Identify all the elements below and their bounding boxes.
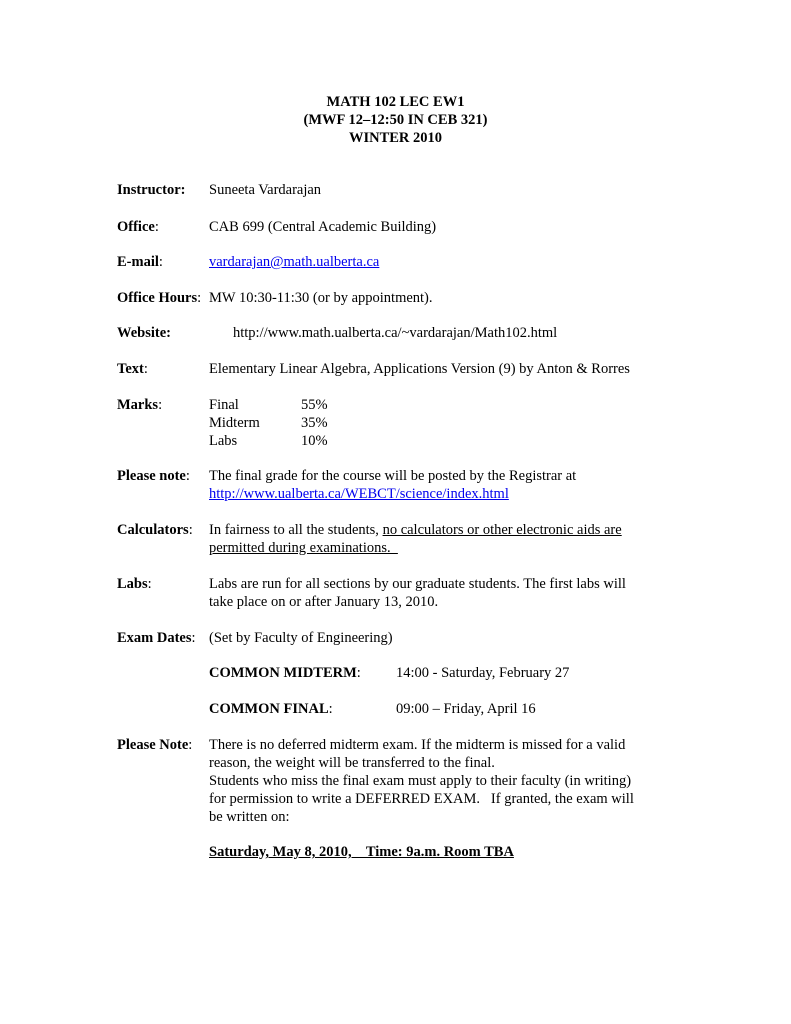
course-schedule: (MWF 12–12:50 IN CEB 321) [303, 112, 488, 128]
calculators-label-group [117, 521, 193, 539]
office-hours-colon: : [197, 290, 202, 306]
office-hours-value: MW 10:30-11:30 (or by appointment). [209, 290, 433, 306]
course-code: MATH 102 LEC EW1 [326, 94, 465, 110]
registrar-link[interactable]: http://www.ualberta.ca/WEBCT/science/index.html [209, 486, 509, 502]
office-hours-label: Office Hours [117, 290, 198, 306]
please-note-label: Please note [117, 468, 186, 484]
please-note-colon: : [185, 468, 190, 484]
common-midterm-value: 14:00 - Saturday, February 27 [396, 665, 570, 681]
labs-label: Labs [117, 576, 148, 592]
email-label: E-mail [117, 254, 159, 270]
labs-line2: take place on or after January 13, 2010. [209, 594, 439, 610]
website-label: Website: [117, 325, 171, 341]
labs-label-group [117, 575, 152, 593]
email-colon: : [158, 254, 163, 270]
marks-final-percent: 55% [301, 397, 328, 413]
common-final-label-group [209, 700, 333, 718]
marks-label-group [117, 396, 162, 414]
email-link[interactable]: vardarajan@math.ualberta.ca [209, 254, 380, 270]
labs-colon: : [147, 576, 152, 592]
instructor-value: Suneeta Vardarajan [209, 182, 322, 198]
email-label-group [117, 253, 163, 271]
deferred-note-line2: reason, the weight will be transferred to the final. [209, 755, 495, 771]
textbook-value: Elementary Linear Algebra, Applications Version (9) by Anton & Rorres [209, 361, 630, 377]
deferred-note-line5: be written on: [209, 809, 290, 825]
calculators-policy-underlined: no calculators or other electronic aids are [382, 522, 622, 538]
marks-midterm-name: Midterm [209, 415, 260, 431]
deferred-note-line4: for permission to write a DEFERRED EXAM. If granted, the exam will [209, 791, 634, 807]
course-term: WINTER 2010 [348, 130, 443, 146]
course-header [0, 93, 791, 147]
grade-posting-text: The final grade for the course will be posted by the Registrar at [209, 468, 577, 484]
office-colon: : [154, 219, 159, 235]
exam-dates-value: (Set by Faculty of Engineering) [209, 630, 393, 646]
instructor-label: Instructor: [117, 182, 186, 198]
office-hours-label-group [117, 289, 201, 307]
common-midterm-label: COMMON MIDTERM [209, 665, 357, 681]
marks-labs-percent: 10% [301, 433, 328, 449]
office-label-group [117, 218, 159, 236]
common-final-colon: : [328, 701, 333, 717]
marks-labs-name: Labs [209, 433, 238, 449]
exam-dates-colon: : [191, 630, 196, 646]
deferred-exam-date: Saturday, May 8, 2010, Time: 9a.m. Room TBA [209, 844, 514, 860]
common-final-label: COMMON FINAL [209, 701, 329, 717]
deferred-note-line3: Students who miss the final exam must apply to their faculty (in writing) [209, 773, 632, 789]
calculators-line1 [209, 521, 622, 539]
please-note-label-group [117, 467, 190, 485]
labs-line1: Labs are run for all sections by our graduate students. The first labs will [209, 576, 626, 592]
calculators-plain-text: In fairness to all the students, [209, 522, 383, 538]
exam-dates-label-group [117, 629, 196, 647]
please-note-2-label: Please Note [117, 737, 189, 753]
common-final-value: 09:00 – Friday, April 16 [396, 701, 536, 717]
marks-colon: : [158, 397, 163, 413]
calculators-label: Calculators [117, 522, 189, 538]
exam-dates-label: Exam Dates [117, 630, 192, 646]
marks-midterm-percent: 35% [301, 415, 328, 431]
deferred-note-line1: There is no deferred midterm exam. If the midterm is missed for a valid [209, 737, 626, 753]
marks-final-name: Final [209, 397, 239, 413]
text-colon: : [143, 361, 148, 377]
text-label: Text [117, 361, 144, 377]
calculators-colon: : [188, 522, 193, 538]
office-label: Office [117, 219, 155, 235]
common-midterm-label-group [209, 664, 361, 682]
website-url: http://www.math.ualberta.ca/~vardarajan/Math102.html [233, 325, 558, 341]
please-note-2-colon: : [188, 737, 193, 753]
calculators-policy-line2: permitted during examinations. [209, 540, 398, 556]
marks-label: Marks [117, 397, 159, 413]
office-value: CAB 699 (Central Academic Building) [209, 219, 437, 235]
common-midterm-colon: : [356, 665, 361, 681]
please-note-2-label-group [117, 736, 192, 754]
text-label-group [117, 360, 148, 378]
